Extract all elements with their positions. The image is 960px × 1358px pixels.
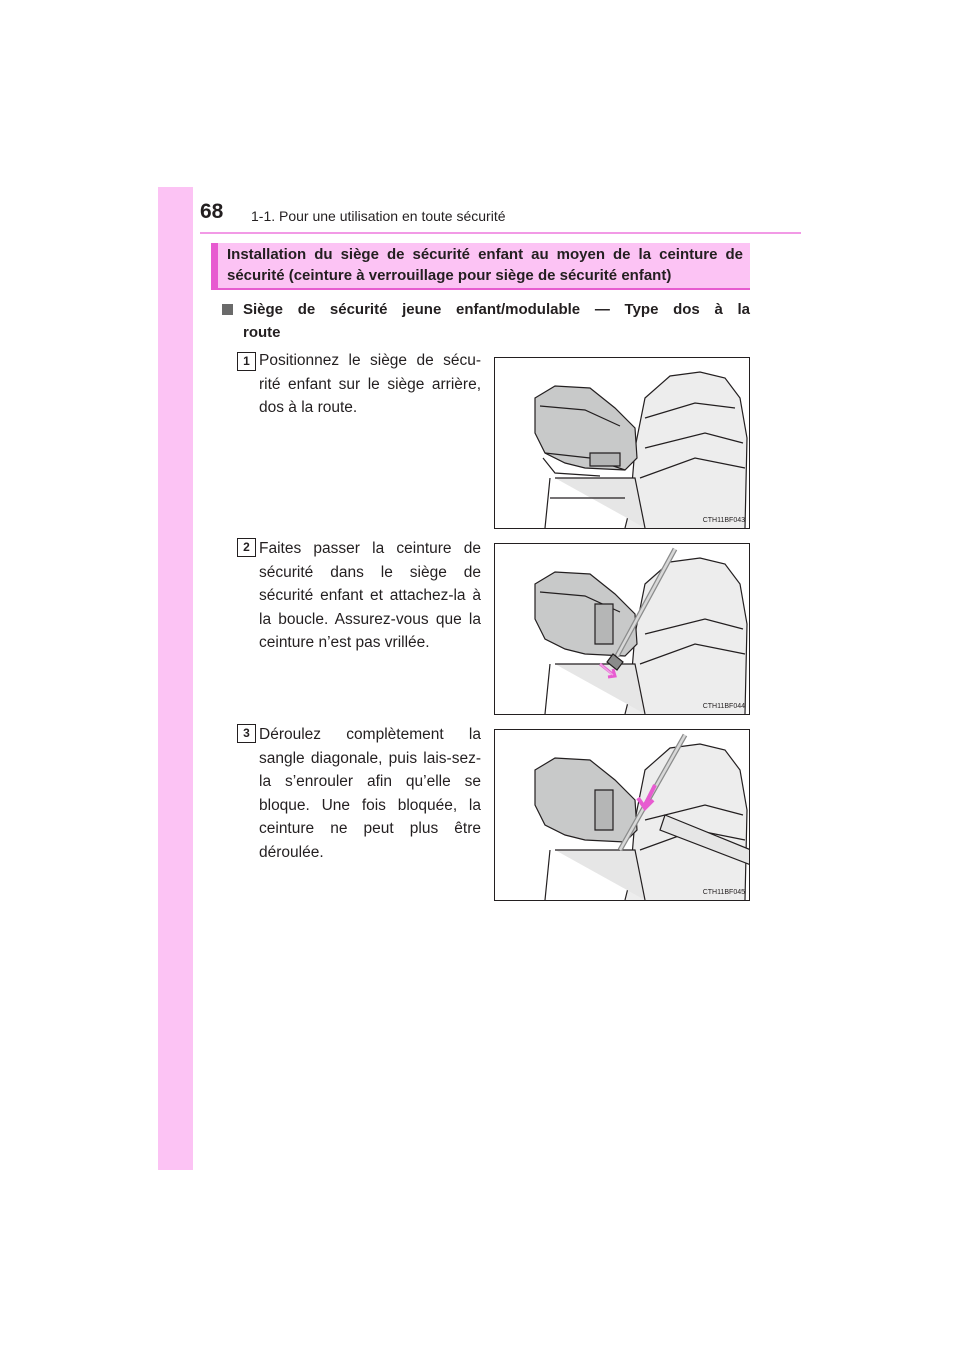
step-2-illustration xyxy=(494,543,750,715)
step-2-badge: 2 xyxy=(237,538,256,557)
step-3-illustration xyxy=(494,729,750,901)
section-accent-bar xyxy=(211,243,218,290)
section-bottom-rule xyxy=(211,288,750,290)
section-title-line-1: Installation du siège de sécurité enfant au moyen de la ceinture de xyxy=(227,246,743,263)
step-3-badge: 3 xyxy=(237,724,256,743)
chapter-side-tab xyxy=(158,187,193,1170)
step-1-text: Positionnez le siège de sécu-rité enfant sur le siège arrière, dos à la route. xyxy=(259,352,481,417)
belt-buckle-image xyxy=(495,544,750,715)
child-seat-on-rear-seat-image xyxy=(495,358,750,529)
section-title-line-2: sécurité (ceinture à verrouillage pour siège de sécurité enfant) xyxy=(227,267,672,284)
figure-code: CTH11BF044 xyxy=(702,703,745,710)
header-rule xyxy=(200,232,801,234)
chapter-title: 1-1. Pour une utilisation en toute sécurité xyxy=(251,208,506,224)
subheading-square-icon xyxy=(222,304,233,315)
step-1-badge: 1 xyxy=(237,352,256,371)
belt-retract-image xyxy=(495,730,750,901)
subheading-line-1: Siège de sécurité jeune enfant/modulable — Type dos à la xyxy=(243,301,750,318)
page-number: 68 xyxy=(200,200,224,223)
figure-code: CTH11BF045 xyxy=(702,889,745,896)
step-3-text: Déroulez complètement la sangle diagonale, puis lais-sez-la s’enrouler afin qu’elle se bloque. Une fois bloquée, la ceinture ne peut plus être déroulée. xyxy=(259,726,481,861)
figure-code: CTH11BF043 xyxy=(702,517,745,524)
step-1-illustration xyxy=(494,357,750,529)
subheading-line-2: route xyxy=(243,324,281,341)
section-title-box xyxy=(211,243,750,290)
step-2-text: Faites passer la ceinture de sécurité dans le siège de sécurité enfant et attachez-la à la boucle. Assurez-vous que la ceinture n’est pas vrillée. xyxy=(259,540,481,652)
